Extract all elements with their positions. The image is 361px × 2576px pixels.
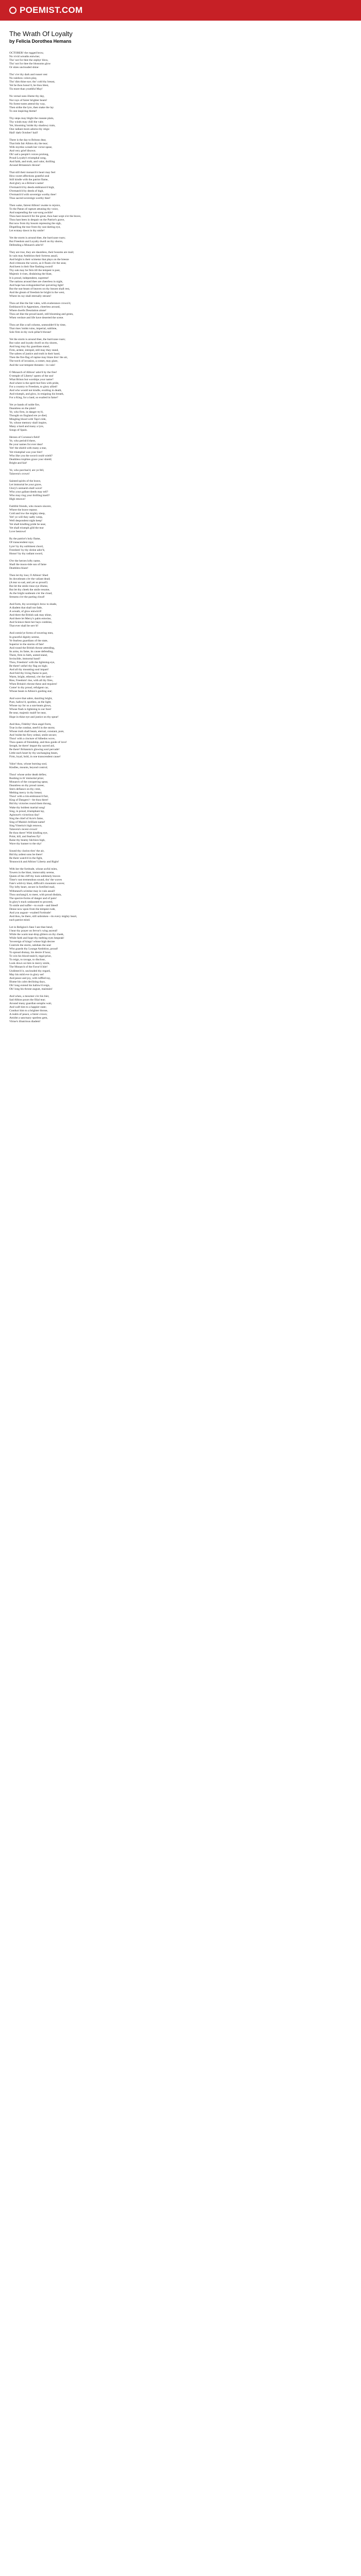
poem-line: Whose flash is lightning to our foes! bbox=[9, 708, 52, 711]
poem-line: But let the smile rinse eye illume, bbox=[9, 584, 48, 588]
poem-line: Tho' not for thee the blossoms glow bbox=[9, 62, 51, 66]
poem-line: Sing the chief of Acre's fame, bbox=[9, 817, 44, 820]
poem-line: Firm, loyal, bold, in one transcendent cause! bbox=[9, 755, 61, 758]
poem-line: Raise thy beamy falchion high, bbox=[9, 838, 45, 842]
poem-line: Bright and fair! bbox=[9, 461, 27, 465]
byline-prefix: by bbox=[9, 39, 15, 44]
poem-line: Tis more than youthful May! bbox=[9, 88, 43, 91]
poem-line: O temple of Liberty! queen of the sea! bbox=[9, 374, 54, 378]
poem-line: Controls the storm, subdues the seal bbox=[9, 944, 51, 947]
poem-line: As the bright sunbeam o'er the cloud, bbox=[9, 592, 53, 596]
poem-line: Deathless trophies grace your shield; bbox=[9, 457, 52, 461]
poem-line: There is the day to Britons dear, bbox=[9, 138, 46, 142]
poem-line: Bid thy victories round them throng, bbox=[9, 802, 52, 806]
poem-stanza bbox=[9, 505, 195, 534]
poem-line: Point, kill, and fearless fly! bbox=[9, 835, 41, 838]
poem-line: That ever shall be serv'd! bbox=[9, 624, 39, 628]
poem-line: each patriot mind. bbox=[9, 918, 30, 922]
poem-line: Around many guardian seraphs wait, bbox=[9, 1002, 52, 1005]
poem-line: Seraph, be there! impart thy sacred aid, bbox=[9, 744, 55, 748]
poem-line: Where dwells Desolation alone! bbox=[9, 309, 46, 312]
poem-line: 'Brunswick and Albion! Liberty and Right! bbox=[9, 860, 59, 864]
poem-line: Nor rays of fairer brighter beam! bbox=[9, 98, 47, 102]
poem-line: Ye, whose memory shall inspire, bbox=[9, 421, 47, 425]
poem-line: I hear thy prayer on fervor's wing ascend! bbox=[9, 929, 58, 933]
poem-line: Then strike the lyre, then make the lay bbox=[9, 106, 54, 109]
poem-line: Towers in the blast, immovably serene, bbox=[9, 871, 55, 875]
poem-line: Yet triumphal was your bier! bbox=[9, 450, 43, 454]
poem-line: Thou hast been in despair on the Patriot's grave, bbox=[9, 218, 65, 222]
poem-line: And fold thy living flame to part, bbox=[9, 671, 48, 675]
poem-line: Dispelling the tear from thy sun-darting eye, bbox=[9, 225, 61, 229]
poem-line: Aginourt's victorious day! bbox=[9, 813, 40, 817]
poem-line: Superior to the storms of fate! bbox=[9, 642, 44, 646]
poem-line: Oh! long extend his hallow'd reign, bbox=[9, 984, 50, 987]
poem-line: Thy oak may be firm till the tempest is past, bbox=[9, 269, 60, 273]
poem-stanza bbox=[9, 762, 195, 770]
poem-line: Thou! with a cincture of Albedos wove, bbox=[9, 737, 56, 740]
poem-stanza bbox=[9, 52, 195, 70]
poem-stanza bbox=[9, 723, 195, 759]
poem-stanza bbox=[9, 302, 195, 320]
poem-line: And there let Mercy's palm entwine, bbox=[9, 617, 52, 621]
poem-line: Kindles, mounts, beyond control; bbox=[9, 766, 48, 770]
poem-line: A diadem that shall not fade, bbox=[9, 606, 43, 610]
poem-line: OCTOBER! the rugged brow, bbox=[9, 52, 44, 55]
poem-line: Yet the storm is around thee, the hurricane roars; bbox=[9, 338, 65, 342]
poem-line: Fate's wild-try blast, difficult's mountain waves; bbox=[9, 882, 65, 886]
logo-mark-icon bbox=[9, 7, 17, 14]
poem-line: Ye, who firm, in danger try'd, bbox=[9, 411, 44, 414]
poem-line: Whose ray for us a sun-beam glows, bbox=[9, 704, 52, 708]
poem-line: Tho' o'er thy dark and russet vest bbox=[9, 73, 47, 77]
poem-line: 'Sovereign of kings! whose high decree bbox=[9, 940, 55, 944]
poem-line: In graceful dignity serene, bbox=[9, 635, 40, 639]
poem-line: Dense now upon from the tempest rude, bbox=[9, 907, 56, 911]
poem-line: Ye, who perish'd there, bbox=[9, 439, 36, 443]
poem-stanza bbox=[9, 403, 195, 432]
poem-line: And peace and joy, with ruffled ray, bbox=[9, 976, 51, 980]
poem-line: To spread dismay, his desire if hour, bbox=[9, 951, 51, 955]
poem-line: One radiant morn adorns thy reign: bbox=[9, 127, 50, 131]
poem-line: In glory's track undaunted to proceed, bbox=[9, 900, 53, 904]
poem-line: To reign, to ravage, to disclose, bbox=[9, 958, 46, 962]
poem-line: Many a bard and many a lyre, bbox=[9, 425, 44, 429]
poem-line: Glory's unmarsh shall wave! bbox=[9, 486, 42, 490]
poem-line: Defending a Monarch ador'd! bbox=[9, 244, 44, 247]
poem-stanza bbox=[9, 868, 195, 922]
poem-stanza bbox=[9, 171, 195, 200]
poem-line: Its arms, its fame, its cause defending, bbox=[9, 650, 54, 653]
poem-line: Yet shall triumph gild the tear bbox=[9, 527, 44, 530]
poem-line: Its downbeam o'er the valiant dead; bbox=[9, 577, 51, 581]
poem-line: May his mild eve in glory set! bbox=[9, 973, 44, 976]
poem-line: The spectre-forms of danger and of pain! bbox=[9, 896, 57, 900]
poem-stanza bbox=[9, 697, 195, 719]
poem-line: Or skies unclouded shine: bbox=[9, 66, 39, 70]
poem-line: But let thy cheek the smile resume, bbox=[9, 588, 50, 591]
poem-line: Where its ray shall eternally stream! bbox=[9, 294, 52, 298]
poem-line: To the Paean of rapture attuning thy voice, bbox=[9, 207, 59, 211]
poem-line: And waft him to a happier state; bbox=[9, 1005, 47, 1009]
poem-line: Yet, blooming 'midst thy shadowy train, bbox=[9, 124, 56, 127]
poem-line: Still kindle with the patriot flame, bbox=[9, 178, 48, 182]
poem-line: Whose beam is Albion's guiding star; bbox=[9, 690, 53, 693]
poem-line: Invincible, immortal band! bbox=[9, 657, 41, 660]
poem-stanza bbox=[9, 436, 195, 465]
poem-line: And the war-tempest threaten—in vain! bbox=[9, 363, 56, 367]
poem-stanza bbox=[9, 850, 195, 864]
poem-line: Thou queen of friendship, and thou guide of love! bbox=[9, 740, 67, 744]
poem-line: While the warm tear-drop glitters on thy cheek, bbox=[9, 933, 64, 937]
poem-line: Who guards thy Lounge Ambition, proud! bbox=[9, 947, 58, 951]
poem-line: And long may thy guardians stand, bbox=[9, 345, 50, 349]
poem-line: Warm, bright, ethereal, o'er the land— bbox=[9, 675, 54, 679]
poem-stanza bbox=[9, 324, 195, 334]
poem-line: And suspending the war-song awhile! bbox=[9, 211, 53, 214]
poem-line: But Freedom and Loyalty dwell on thy shores, bbox=[9, 240, 63, 244]
poem-line: Yet ye bands of noble fire, bbox=[9, 403, 40, 406]
poem-line: And wave that sabre, dazzling bright, bbox=[9, 697, 53, 701]
poem-stanza bbox=[9, 480, 195, 501]
poem-line: But now from thy bosom repressing the sigh, bbox=[9, 222, 61, 225]
poem-stanza bbox=[9, 632, 195, 693]
site-logo[interactable] bbox=[9, 5, 83, 15]
poem-line: Thought on England ere ye died, bbox=[9, 414, 47, 418]
poem-line: And bright is their scimetar that plays on the breeze bbox=[9, 258, 69, 262]
poem-line: Thou unchang'd, to meet, with proud disdain, bbox=[9, 893, 62, 896]
poem-line: No rainbow colors play, bbox=[9, 77, 37, 80]
poem-line: Little each heart by thy unchanging beam, bbox=[9, 751, 58, 755]
poem-line: And there the British oak may shine, bbox=[9, 614, 52, 617]
poem-line: And comin'ye forms of towering men, bbox=[9, 632, 54, 635]
poem-line: How sweet affections grateful zeal bbox=[9, 175, 50, 178]
poem-line: And when, a mourner o'er his bier, bbox=[9, 994, 50, 998]
poem-line: And where is the spirit but fires with pride, bbox=[9, 381, 59, 385]
poem-line: With myrtles wreath her victor-spear, bbox=[9, 146, 53, 149]
poem-line: The Monarch of the Favor'd Isle! bbox=[9, 965, 48, 969]
poem-line: Heroes of Corunna's field! bbox=[9, 436, 40, 439]
poem-line: When Britain's throne these and requires! bbox=[9, 683, 57, 686]
poem-stanza bbox=[9, 338, 195, 367]
poem-line: A realm of peace, a fairer crown; bbox=[9, 1013, 47, 1016]
poem-line: And thou, be there, still unbroken—its every mighty heart, bbox=[9, 914, 77, 918]
poem-line: O'ermatch'd by deeds of high, bbox=[9, 189, 44, 193]
poem-line: Monarch of the conquering spear, bbox=[9, 781, 48, 784]
poem-line: Rushing to th' immortal prize; bbox=[9, 777, 44, 781]
poem-line: For a King, for a land, so exalted in fame? bbox=[9, 396, 58, 399]
poem-line: Cold and low the mighty sleep, bbox=[9, 512, 45, 516]
poem-stanza bbox=[9, 469, 195, 476]
poem-line: And triumph, and glow, in resigning his breath, bbox=[9, 392, 64, 396]
poem-line: Yet be thou honor'd, be thou blest, bbox=[9, 84, 49, 88]
poem-line: The sabres of justice and truth in their hand, bbox=[9, 352, 60, 356]
poem-line: Talavera's recent crown! bbox=[9, 827, 38, 831]
poem-article bbox=[0, 21, 361, 2576]
poem-line: Amidst a sanctuary spotless gem, bbox=[9, 1016, 48, 1020]
poem-line: But valor and loyalty dwell on thy shores, bbox=[9, 342, 58, 345]
poem-line: Be there! Britannia's glowing soul pervade! bbox=[9, 748, 60, 751]
poem-line: O'ermatch'd with sovereign worthy thee! bbox=[9, 193, 57, 196]
site-header bbox=[0, 0, 361, 21]
poem-line: Songs of Spain. bbox=[9, 429, 28, 432]
poem-line: O'er the heroes lofty name, bbox=[9, 559, 41, 563]
poem-stanza bbox=[9, 537, 195, 555]
poem-line: Let ecstasy dawn in thy smile! bbox=[9, 229, 45, 233]
poem-line: They are true, they are dauntless, their bosoms are mail; bbox=[9, 251, 74, 255]
poem-stanza bbox=[9, 574, 195, 599]
poem-stanza bbox=[9, 251, 195, 298]
poem-line: Thou! whose ardor death defies; bbox=[9, 773, 47, 777]
poem-line: Virtue's illustrious diadem! bbox=[9, 1020, 41, 1024]
poem-line: Come! in thy proud, refulgent car, bbox=[9, 686, 49, 690]
poem-line: Tho' dim thine eye; tho' cold thy breast, bbox=[9, 80, 55, 84]
poem-line: Oh! long his throne august, maintain! bbox=[9, 987, 53, 991]
poem-line: Sainted spirits of the brave, bbox=[9, 479, 41, 483]
poem-stanza bbox=[9, 926, 195, 991]
poem-line: Who your gallant deeds may tell? bbox=[9, 490, 48, 494]
poem-line: Sound thy clarion thro' the air, bbox=[9, 850, 44, 853]
poem-line: That still their monarch's heart may feel bbox=[9, 171, 56, 175]
poem-line: To smile and suffer—to exult—and bleed! bbox=[9, 904, 58, 907]
poem-line: And you august—exalted Fortitude! bbox=[9, 911, 51, 914]
poem-line: Look down on him in mercy smile, bbox=[9, 962, 50, 965]
poem-line: Be your names for ever dear! bbox=[9, 443, 43, 447]
poem-line: Freedom! by thy shrine ador'd, bbox=[9, 548, 45, 552]
poem-line: And Science there her bays combine, bbox=[9, 621, 53, 624]
poem-line: Yet! ye will they sadly weep, bbox=[9, 516, 43, 519]
poem-line: When verdure and life have deserted the scene. bbox=[9, 316, 64, 319]
poem-line: With her the fortitude, whose awful mien, bbox=[9, 868, 58, 871]
poem-line: That bids fair Albion dry the tear; bbox=[9, 142, 48, 145]
poem-line: Be near, majestic maid! be near, bbox=[9, 711, 46, 715]
poem-line: Then let thy lour, O Albion! Shed bbox=[9, 573, 48, 577]
poem-line: Thou art like a tall column, unmoulder'd by time, bbox=[9, 324, 67, 327]
poem-line: Dauntless on thy proud career, bbox=[9, 784, 45, 788]
poem-line: Thou, Freedom! with the lightning-eye, bbox=[9, 660, 55, 664]
poem-line: Talavera's crown! bbox=[9, 472, 30, 476]
poem-line: Be there watch'd in the fight, bbox=[9, 857, 43, 860]
poem-line: The torch of invasion, a comet, may glare, bbox=[9, 360, 58, 363]
poem-line: Hope in thine eye and justice on thy spear! bbox=[9, 715, 59, 719]
poem-line: Illume his calm declining days, bbox=[9, 980, 46, 984]
poem-title: The Wrath Of Loyalty bbox=[9, 30, 73, 38]
poem-stanza bbox=[9, 73, 195, 91]
poem-line: King of Dangers!—be thou there! bbox=[9, 799, 48, 802]
poem-line: To win his blood-stain'd, regal prize, bbox=[9, 955, 52, 958]
poem-line: And all thy mounting soul impart! bbox=[9, 668, 49, 671]
poem-stanza bbox=[9, 603, 195, 628]
poem-line: By the patriot's holy flame, bbox=[9, 537, 41, 541]
poem-stanza bbox=[9, 371, 195, 400]
poem-line: Proud Loyalty's triumphal song, bbox=[9, 157, 46, 160]
poem-line: Then wake, fairest Albion! awake to rejoice, bbox=[9, 204, 61, 207]
poem-line: O'ermatch'd by deeds emblazon'd high, bbox=[9, 185, 55, 189]
poem-line: Shall the moon-tide sun of fame bbox=[9, 563, 46, 566]
poem-line: Dauntless on the plain! bbox=[9, 406, 36, 410]
poem-line: Thou hast mourn'd for the great, thou hast wept o'er the brave, bbox=[9, 214, 81, 218]
poem-line: And who would not kindle, exulting in death, bbox=[9, 388, 62, 392]
poem-line: Around Britannia's throne! bbox=[9, 164, 41, 167]
poem-line: True in the combat, steel'd in the storm; bbox=[9, 726, 55, 730]
poem-line: (A tear so sad, and yet so proud!) bbox=[9, 581, 48, 584]
poem-line: Lyre! by thy sublimest chord, bbox=[9, 545, 44, 548]
poem-line: Undimm'd it, unclouded thy regard, bbox=[9, 969, 51, 973]
poem-stanza bbox=[9, 139, 195, 167]
poem-line: Melting mercy in thy breast; bbox=[9, 791, 42, 795]
poem-line: Rise, Freedom! rise, with all thy fires, bbox=[9, 679, 53, 683]
poem-line: Mingling blood with Tajo's tide, bbox=[9, 418, 46, 421]
poem-line: Time's vast tremendous sound, tho' the waves bbox=[9, 878, 62, 882]
poem-line: Who like you the sword could wield? bbox=[9, 454, 53, 457]
poem-line: Sing, in proud, triumphant lay, bbox=[9, 809, 45, 813]
poem-line: Hail! dark October! hail! bbox=[9, 131, 38, 134]
poem-line: Ye fearless guardians of the state, bbox=[9, 639, 48, 642]
poem-line: Firm, ardent, intrepid, still may they stand, bbox=[9, 349, 59, 352]
poem-line: The nations around thee are cheerless in night, bbox=[9, 280, 63, 283]
poem-line: And round the British throne attending, bbox=[9, 646, 55, 650]
poem-stanza bbox=[9, 95, 195, 113]
poem-line: Wake thy boldest martial song! bbox=[9, 806, 45, 809]
poem-line: Where the brave repose; bbox=[9, 509, 38, 512]
poem-line: It is proud, independent, supreme! bbox=[9, 276, 49, 280]
poem-line: Honor! by thy radiant sword, bbox=[9, 552, 43, 555]
poem-line: Oh! sad a people's voices prolong, bbox=[9, 153, 49, 157]
poem-line: Streams o'er the parting cloud! bbox=[9, 596, 45, 599]
poem-line: But the sun-beam of heaven on thy bosom shall rest, bbox=[9, 287, 70, 291]
poem-line: Thy steps may blight the roseate plain, bbox=[9, 116, 54, 120]
poem-line: Thy lofty heart, secure in fortified mail, bbox=[9, 886, 55, 889]
poem-line: And glory as a Briton's name! bbox=[9, 182, 44, 185]
poem-line: And keen is their fine flashing sword! bbox=[9, 265, 53, 269]
poem-line: No vernal suns illume thy day, bbox=[9, 95, 45, 98]
poem-line: Thus sacred sovereign worthy thee! bbox=[9, 196, 51, 200]
poem-stanza bbox=[9, 204, 195, 233]
poem-stanza bbox=[9, 117, 195, 135]
poem-line: Thou art like the fair vales, with exuberance crown'd, bbox=[9, 301, 71, 305]
poem-line: Thy winds may chill the vale; bbox=[9, 120, 44, 124]
poem-stanza bbox=[9, 236, 195, 247]
poem-line: That rises 'midst ruins, imperial, sublime, bbox=[9, 327, 57, 331]
poem-line: Well despondent night keep! bbox=[9, 519, 43, 523]
poem-line: Sing Vimeira's high renown, bbox=[9, 824, 42, 827]
poem-line: Deathless blaze! bbox=[9, 566, 28, 570]
poem-line: Thou! with a rim-embrazon'd fair, bbox=[9, 795, 49, 799]
poem-byline bbox=[9, 38, 361, 44]
poem-line: Sole firm in thy rock-pillar'd throne! bbox=[9, 331, 52, 334]
poem-line: Let immortal be your grave, bbox=[9, 483, 42, 486]
poem-line: Tho' not for thee the zephyr blow, bbox=[9, 59, 48, 62]
poem-line: Be there! unfurl thy flag on high; bbox=[9, 664, 48, 668]
poem-line: Then the fire-flag of rapine may blaze thro' the air, bbox=[9, 356, 68, 360]
poem-line: What Briton but worships your name? bbox=[9, 378, 54, 381]
poem-line: Thou art like the proud laurel, still blooming and green, bbox=[9, 312, 74, 316]
poem-line: No vivid wreaths entwine; bbox=[9, 55, 40, 59]
poem-line: Pure, hallow'd, spotless, as the light; bbox=[9, 701, 52, 704]
poem-line: O Monarch of Albion! ador'd by the free! bbox=[9, 370, 57, 374]
poem-stanza bbox=[9, 773, 195, 846]
poem-line: Yet shall kindling pride be near, bbox=[9, 523, 46, 527]
poem-line: Love bestows! bbox=[9, 530, 26, 534]
poem-line: Yet! the shield with many a tear, bbox=[9, 447, 47, 450]
poem-line: There, firm in faith, united stand, bbox=[9, 653, 48, 657]
poem-stanza bbox=[9, 995, 195, 1024]
poem-stanza bbox=[9, 560, 195, 570]
poem-line: Conduct him to a brighter throne, bbox=[9, 1009, 48, 1012]
poem-line: Who may ring your thrilling knell? bbox=[9, 494, 50, 497]
poem-line: And very grief disown. bbox=[9, 149, 36, 153]
poem-line: Queen of the cliff thy look sublimely braves bbox=[9, 875, 60, 878]
poem-line: Let in Religion's fane I see thee bend, bbox=[9, 925, 53, 929]
poem-line: And hope has extinguished her quivering light! bbox=[9, 283, 64, 287]
poem-line: High renown! bbox=[9, 498, 26, 501]
poem-line: Sad Albion pours the filial tear; bbox=[9, 998, 46, 1002]
poem-line: Bid thy ardent sons be there! bbox=[9, 853, 43, 857]
poem-line: Valor! thou, whose burning soul, bbox=[9, 762, 47, 766]
poem-line: And crimsons the waves, as it floats o'er the seas; bbox=[9, 262, 67, 265]
poem-line: And 'midst the fiery ordeal, smile secure; bbox=[9, 733, 57, 737]
logo-text: POEMIST.COM bbox=[20, 5, 83, 15]
poem-line: In vain may Ambition their fortress assail, bbox=[9, 255, 58, 258]
poem-line: And the gleam of freedom be bright in the west, bbox=[9, 291, 65, 294]
poem-line: For a country to Freedom, to glory allied! bbox=[9, 385, 58, 388]
poem-line: To one inspiring theme! bbox=[9, 109, 37, 113]
poem-line: While faith and hope thy melting eyes bespeak! bbox=[9, 937, 64, 940]
poem-line: And form, thy sovereign's brow to shade, bbox=[9, 603, 57, 606]
poem-line: And faith, and truth, and valor, thrilling bbox=[9, 160, 55, 164]
poem-line: No forest-notes attend thy way, bbox=[9, 102, 46, 106]
poem-line: Wave thy banner to the sky! bbox=[9, 842, 42, 845]
poem-line: And thou, Fidelity! thou angel form, bbox=[9, 722, 52, 726]
poem-line: Ye, who purchas'd, are ye fell, bbox=[9, 468, 44, 472]
poem-body bbox=[9, 52, 195, 1024]
author-link[interactable]: Felicia Dorothea Hemans bbox=[16, 39, 72, 44]
poem-line: Emblazon'd in Appenines, cheerless around, bbox=[9, 305, 60, 309]
poem-line: Withstand's scimitar may in vain assail! bbox=[9, 889, 55, 893]
poem-line: Be thou there! With kindling eye, bbox=[9, 831, 48, 835]
poem-line: Yet the storm is around thee, the hurricane roars; bbox=[9, 236, 65, 240]
poem-line: Of transcendent rays; bbox=[9, 541, 34, 545]
poem-line: A wreath, of glow entwin'd! bbox=[9, 610, 42, 614]
poem-line: Whose truth shall beam, eternal, constant, pure, bbox=[9, 730, 64, 733]
poem-line: Majestic it rises, disdaining the blast, bbox=[9, 273, 53, 276]
poem-line: Faithful friends, who mourn sincere, bbox=[9, 505, 52, 509]
poem-line: Sing of Maida's brilliant name! bbox=[9, 820, 45, 824]
poem-line: Stern defiance on thy crest, bbox=[9, 788, 41, 791]
